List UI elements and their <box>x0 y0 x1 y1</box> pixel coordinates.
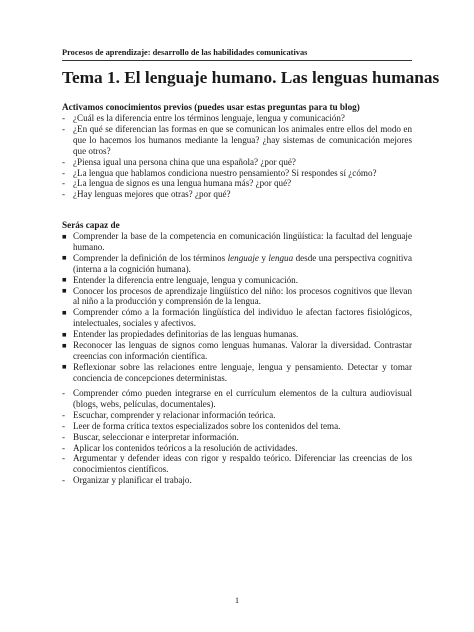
square-bullet-icon: ■ <box>62 253 67 263</box>
dash-marker: - <box>62 442 66 453</box>
page-number: 1 <box>234 595 240 605</box>
list-item: - Aplicar los contenidos teóricos a la resolución de actividades. <box>62 442 298 453</box>
list-item: ■ Reconocer las lenguas de signos como lenguas humanas. Valorar la diversidad. Contrastar creencias con información científica. <box>62 340 412 361</box>
objectives-list <box>62 231 412 384</box>
square-bullet-icon: ■ <box>62 307 67 317</box>
dash-marker: - <box>62 178 66 189</box>
square-bullet-icon: ■ <box>62 275 67 285</box>
objectives-heading: Serás capaz de <box>62 220 120 230</box>
list-item: ■ Entender las propiedades definitorias de las lenguas humanas. <box>62 329 299 340</box>
list-item: ■ Reflexionar sobre las relaciones entre lenguaje, lengua y pensamiento. Detectar y tomar conciencia de concepciones deterministas. <box>62 361 412 383</box>
list-item: ■ Entender la diferencia entre lenguaje, lengua y comunicación. <box>62 274 298 285</box>
list-item: - Escuchar, comprender y relacionar información teórica. <box>62 409 276 420</box>
term-lenguaje: lenguaje <box>227 252 259 263</box>
dash-marker: - <box>62 475 66 486</box>
header-rule <box>62 60 412 61</box>
running-header: Procesos de aprendizaje: desarrollo de las habilidades comunicativas <box>62 48 308 57</box>
dash-marker: - <box>62 167 66 178</box>
dash-marker: - <box>62 123 66 134</box>
prior-knowledge-heading: Activamos conocimientos previos (puedes usar estas preguntas para tu blog) <box>62 102 360 112</box>
skills-list <box>62 388 412 486</box>
list-item: ■ Conocer los procesos de aprendizaje lingüístico del niño: los procesos cognitivos que llevan al niño a la producción y comprensión de la lengua. <box>62 285 412 307</box>
list-item: - ¿La lengua que hablamos condiciona nuestro pensamiento? Si respondes sí ¿cómo? <box>62 167 377 178</box>
page-title: Tema 1. El lenguaje humano. Las lenguas humanas <box>62 68 440 87</box>
term-lengua: lengua <box>268 252 294 263</box>
list-item: - ¿Cuál es la diferencia entre los términos lenguaje, lengua y comunicación? <box>62 113 345 123</box>
list-item: - ¿Hay lenguas mejores que otras? ¿por qué? <box>62 189 231 200</box>
list-item: - Comprender cómo pueden integrarse en el currículum elementos de la cultura audiovisual (blogs, webs, películas, documentales). <box>62 388 412 409</box>
list-item: - Argumentar y defender ideas con rigor y respaldo teórico. Diferenciar las creencias de los conocimientos científicos. <box>62 453 412 475</box>
dash-marker: - <box>62 189 66 200</box>
list-item: ■ Comprender la definición de los términos lenguaje y lengua desde una perspectiva cognitiva (interna a la cognición humana). <box>62 252 413 274</box>
dash-marker: - <box>62 453 66 464</box>
list-item: - ¿La lengua de signos es una lengua humana más? ¿por qué? <box>62 178 292 189</box>
list-item: - Leer de forma crítica textos especializados sobre los contenidos del tema. <box>62 420 341 431</box>
square-bullet-icon: ■ <box>62 362 67 372</box>
list-item: - Buscar, seleccionar e interpretar información. <box>62 431 239 442</box>
list-item: - ¿Piensa igual una persona china que una española? ¿por qué? <box>62 156 296 167</box>
square-bullet-icon: ■ <box>62 286 67 296</box>
square-bullet-icon: ■ <box>62 231 67 241</box>
dash-marker: - <box>62 113 66 123</box>
dash-marker: - <box>62 409 66 420</box>
dash-marker: - <box>62 431 66 442</box>
list-item: - Organizar y planificar el trabajo. <box>62 475 192 486</box>
square-bullet-icon: ■ <box>62 340 67 350</box>
prior-knowledge-list <box>62 113 412 200</box>
square-bullet-icon: ■ <box>62 329 67 339</box>
dash-marker: - <box>62 420 66 431</box>
list-item: ■ Comprender cómo a la formación lingüística del individuo le afectan factores fisiológicos, intelectuales, sociales y afectivos. <box>62 307 412 329</box>
dash-marker: - <box>62 388 66 398</box>
list-item: - ¿En qué se diferencian las formas en que se comunican los animales entre ellos del modo en que lo hacemos los humanos mediante la lengua? ¿hay sistemas de comunicación mejores que otros? <box>62 123 412 156</box>
dash-marker: - <box>62 156 66 167</box>
list-item: ■ Comprender la base de la competencia en comunicación lingüística: la facultad del lenguaje humano. <box>62 231 412 252</box>
